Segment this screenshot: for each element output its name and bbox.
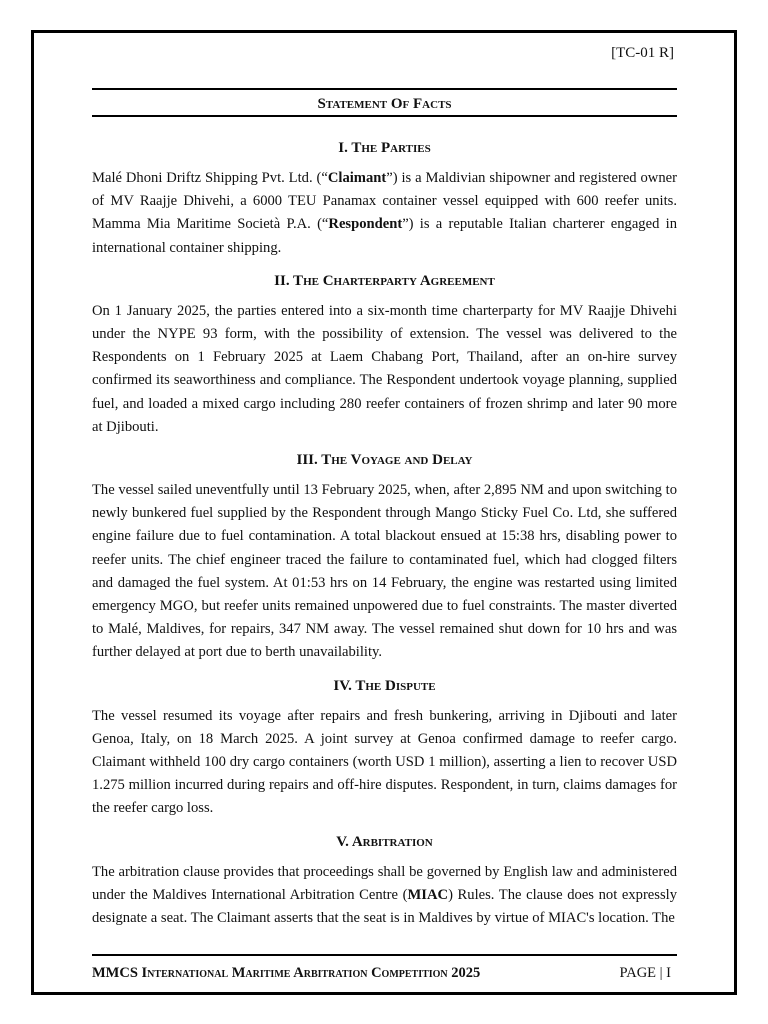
competition-name: MMCS International Maritime Arbitration Competition 2025 xyxy=(92,965,481,981)
section-paragraph: On 1 January 2025, the parties entered into a six-month time charterparty for MV Raajje Dhivehi under the NYPE 93 form, with the possibility of extension. The vessel was delivered to the Respondents on 1 February 2025 at Laem Chabang Port, Thailand, after an on-hire survey confirmed its seaworthiness and compliance. The Respondent undertook voyage planning, supplied fuel, and loaded a mixed cargo including 280 reefer containers of frozen shrimp and later 90 more at Djibouti. xyxy=(92,302,677,435)
section-heading: III. The Voyage and Delay xyxy=(296,452,473,469)
defined-term-claimant: Claimant xyxy=(327,170,387,186)
section-heading: I. The Parties xyxy=(338,140,431,156)
page-title: Statement Of Facts xyxy=(92,88,677,117)
defined-term-miac: MIAC xyxy=(407,886,449,903)
section-paragraph: The arbitration clause provides that proceedings shall be governed by English law and administered under the Maldives International Arbitration Centre (MIAC) Rules. The clause does not expressly designate a seat. The Claimant asserts that the seat is in Maldives by virtue of MIAC's location. The xyxy=(92,863,677,927)
section-dispute xyxy=(92,676,677,821)
section-parties xyxy=(92,138,677,260)
document-body xyxy=(92,88,677,941)
section-paragraph: The vessel sailed uneventfully until 13 February 2025, when, after 2,895 NM and upon switching to newly bunkered fuel supplied by the Respondent through Mango Sticky Fuel Co. Ltd, she suffered engine failure due to fuel contamination. A total blackout ensued at 15:38 hrs, disabling power to reefer units. The chief engineer traced the failure to contaminated fuel, which had clogged filters and damaged the fuel system. At 01:53 hrs on 14 February, the engine was restarted using limited emergency MGO, but reefer units remained unpowered due to fuel constraints. The master diverted to Malé, Maldives, for repairs, 347 NM away. The vessel remained shut down for 10 hrs and was further delayed at port due to berth unavailability. xyxy=(92,482,677,661)
section-voyage xyxy=(92,450,677,665)
section-charterparty xyxy=(92,271,677,439)
section-heading: V. Arbitration xyxy=(336,833,433,850)
defined-term-respondent: Respondent xyxy=(328,216,403,233)
section-heading: II. The Charterparty Agreement xyxy=(274,272,495,289)
document-code: [TC-01 R] xyxy=(611,45,674,61)
page-border xyxy=(31,30,737,995)
section-heading: IV. The Dispute xyxy=(333,677,436,694)
page-footer xyxy=(92,954,677,982)
section-arbitration xyxy=(92,832,677,931)
page-number: PAGE | I xyxy=(619,965,671,981)
section-paragraph: The vessel resumed its voyage after repairs and fresh bunkering, arriving in Djibouti and later Genoa, Italy, on 18 March 2025. A joint survey at Genoa confirmed damage to reefer cargo. Claimant withheld 100 dry cargo containers (worth USD 1 million), asserting a lien to recover USD 1.275 million incurred during repairs and off-hire disputes. Respondent, in turn, claims damages for the reefer cargo loss. xyxy=(92,707,677,817)
section-paragraph: Malé Dhoni Driftz Shipping Pvt. Ltd. (“Claimant”) is a Maldivian shipowner and registered owner of MV Raajje Dhivehi, a 6000 TEU Panamax container vessel equipped with 600 reefer units. Mamma Mia Maritime Società P.A. (“Respondent”) is a reputable Italian charterer engaged in international container shipping. xyxy=(92,170,677,256)
